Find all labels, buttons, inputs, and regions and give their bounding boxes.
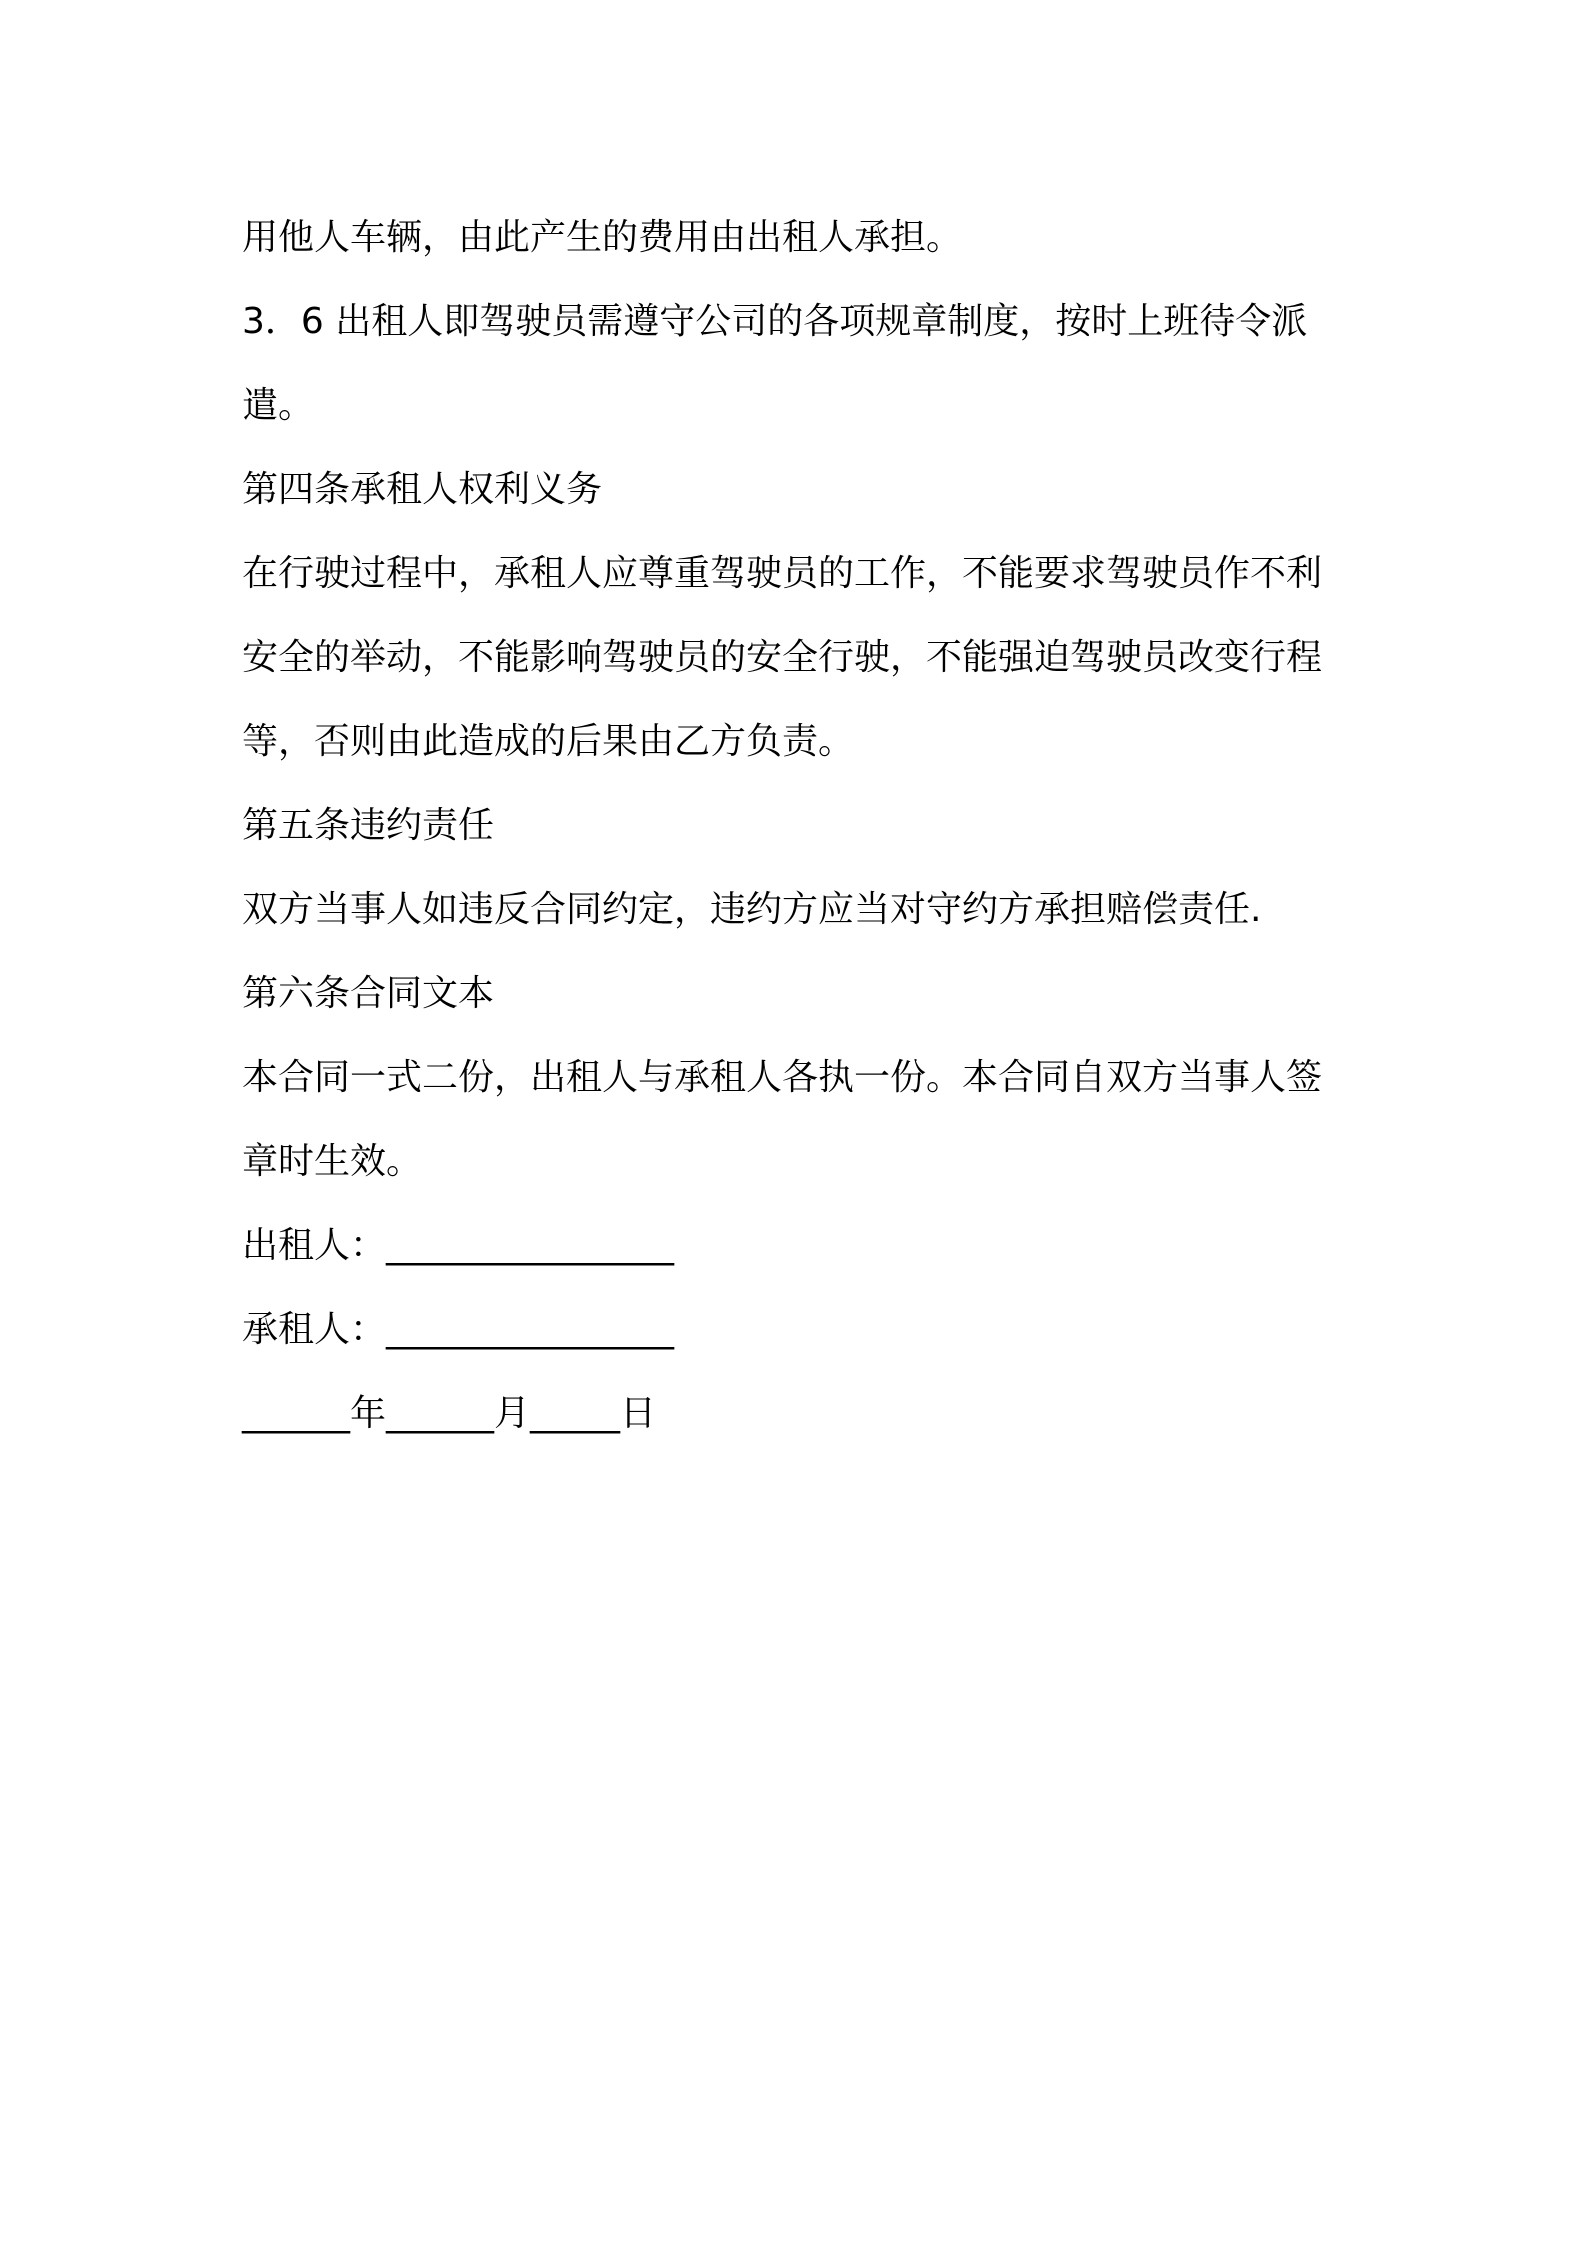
document-body [242,196,1362,1456]
paragraph-line: 遣。 [242,385,315,426]
lessee-signature-blank: ________________ [386,1309,675,1350]
date-line [242,1372,1362,1456]
paragraph-line: 章时生效。 [242,1141,423,1182]
day-blank: _____ [530,1393,621,1434]
lessee-signature-line [242,1288,1362,1372]
clause-3-6-line: 3．6 出租人即驾驶员需遵守公司的各项规章制度，按时上班待令派 [242,301,1308,342]
lessor-signature-line [242,1204,1362,1288]
year-blank: ______ [242,1393,350,1434]
paragraph-line: 在行驶过程中，承租人应尊重驾驶员的工作，不能要求驾驶员作不利 [242,553,1323,594]
lessor-signature-blank: ________________ [386,1225,675,1266]
section-heading-article-4: 第四条承租人权利义务 [242,469,603,510]
section-heading-article-5: 第五条违约责任 [242,805,495,846]
paragraph-line: 双方当事人如违反合同约定，违约方应当对守约方承担赔偿责任. [242,889,1262,930]
paragraph-line: 本合同一式二份，出租人与承租人各执一份。本合同自双方当事人签 [242,1057,1323,1098]
section-heading-article-6: 第六条合同文本 [242,973,495,1014]
paragraph-line: 安全的举动，不能影响驾驶员的安全行驶，不能强迫驾驶员改变行程 [242,637,1323,678]
lessee-label: 承租人： [242,1309,387,1350]
month-blank: ______ [386,1393,495,1434]
day-label: 日 [620,1393,657,1434]
lessor-label: 出租人： [242,1225,387,1266]
year-label: 年 [350,1393,387,1434]
paragraph-line: 用他人车辆，由此产生的费用由出租人承担。 [242,217,963,258]
month-label: 月 [494,1393,531,1434]
paragraph-line: 等，否则由此造成的后果由乙方负责。 [242,721,855,762]
